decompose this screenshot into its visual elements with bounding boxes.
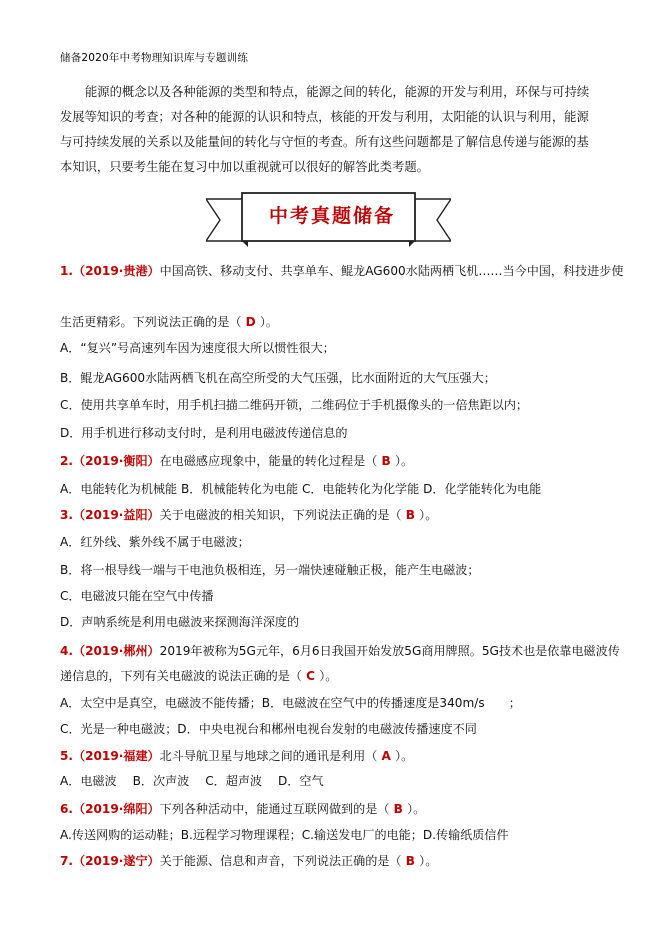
question-text: 生活更精彩。下列说法正确的是（	[60, 315, 242, 329]
answer-letter: B	[401, 508, 420, 522]
answer-letter: C	[301, 669, 320, 683]
question-text: B．将一根导线一端与干电池负极相连，另一端快速碰触正极，能产生电磁波；	[60, 563, 480, 577]
question-stem	[60, 506, 437, 523]
question-line	[60, 369, 496, 386]
question-number: 2.（2019·衡阳）	[60, 454, 160, 468]
question-text: 中国高铁、移动支付、共享单车、鲲龙AG600水陆两栖飞机……当今中国，科技进步使	[159, 264, 624, 278]
question-line	[60, 613, 299, 630]
question-line	[60, 720, 477, 737]
answer-letter: A	[377, 749, 396, 763]
question-text: D．用手机进行移动支付时，是利用电磁波传递信息的	[60, 426, 348, 440]
question-line	[60, 694, 521, 711]
question-number: 4.（2019·郴州）	[60, 644, 160, 658]
page-header: 储备2020年中考物理知识库与专题训练	[60, 52, 249, 64]
question-stem	[60, 262, 623, 279]
question-tail: ）。	[407, 802, 426, 816]
question-line	[60, 561, 480, 578]
question-text: A．电磁波 B．次声波 C．超声波 D．空气	[60, 774, 324, 788]
question-line	[60, 667, 337, 684]
question-text: A．“复兴”号高速列车因为速度很大所以惯性很大；	[60, 341, 335, 355]
banner-title: 中考真题储备	[268, 205, 395, 227]
question-text: A．红外线、紫外线不属于电磁波；	[60, 535, 250, 549]
question-tail: ）。	[259, 315, 279, 329]
question-line	[60, 480, 541, 497]
question-line	[60, 826, 509, 843]
question-text: 关于电磁波的相关知识，下列说法正确的是（	[159, 508, 402, 522]
answer-letter: B	[401, 854, 420, 868]
question-line	[60, 587, 214, 604]
question-text: 递信息的，下列有关电磁波的说法正确的是（	[60, 669, 302, 683]
question-text: A．电能转化为机械能 B．机械能转化为电能 C．电能转化为化学能 D．化学能转化为电能	[60, 482, 542, 496]
question-stem	[60, 852, 437, 869]
question-text: D．声呐系统是利用电磁波来探测海洋深度的	[60, 615, 300, 629]
question-number: 3.（2019·益阳）	[60, 508, 160, 522]
question-text: C．光是一种电磁波；D．中央电视台和郴州电视台发射的电磁波传播速度不同	[60, 722, 477, 736]
question-text: 在电磁感应现象中，能量的转化过程是（	[159, 454, 378, 468]
question-tail: ）。	[394, 454, 414, 468]
question-tail: ）。	[419, 508, 438, 522]
question-text: C．使用共享单车时，用手机扫描二维码开锁，二维码位于手机摄像头的一倍焦距以内；	[60, 398, 529, 412]
question-line	[60, 396, 528, 413]
question-text: 下列各种活动中，能通过互联网做到的是（	[159, 802, 390, 816]
question-text: C．电磁波只能在空气中传播	[60, 589, 214, 603]
question-text: 北斗导航卫星与地球之间的通讯是利用（	[159, 749, 378, 763]
answer-letter: B	[377, 454, 395, 468]
question-number: 5.（2019·福建）	[60, 749, 160, 763]
question-text: 关于能源、信息和声音，下列说法正确的是（	[159, 854, 402, 868]
question-stem	[60, 800, 425, 817]
question-tail: ）。	[419, 854, 438, 868]
question-text: 2019年被称为5G元年，6月6日我国开始发放5G商用牌照。5G技术也是依靠电磁波传	[159, 644, 620, 658]
question-line	[60, 339, 335, 356]
question-number: 1.（2019·贵港）	[60, 264, 160, 278]
question-stem	[60, 747, 413, 764]
answer-letter: B	[389, 802, 408, 816]
question-stem	[60, 642, 620, 659]
question-text: A.传送网购的运动鞋；B.远程学习物理课程；C.输送发电厂的电能；D.传输纸质信件	[60, 828, 509, 842]
question-number: 7.（2019·遂宁）	[60, 854, 160, 868]
question-line	[60, 772, 324, 789]
question-tail: ）。	[395, 749, 414, 763]
question-stem	[60, 452, 413, 469]
question-line	[60, 313, 278, 330]
question-line	[60, 424, 347, 441]
question-tail: ）。	[319, 669, 338, 683]
question-line	[60, 533, 250, 550]
question-number: 6.（2019·绵阳）	[60, 802, 160, 816]
question-text: B．鲲龙AG600水陆两栖飞机在高空所受的大气压强，比水面附近的大气压强大；	[60, 371, 496, 385]
question-text: A．太空中是真空，电磁波不能传播；B．电磁波在空气中的传播速度是340m/s ；	[60, 696, 521, 710]
answer-letter: D	[241, 315, 260, 329]
intro-paragraph: 能源的概念以及各种能源的类型和特点，能源之间的转化，能源的开发与利用，环保与可持续发展等知识的考查；对各种的能源的认识和特点，核能的开发与利用，太阳能的认识与利用，能源与可持续发展的关系以及能量间的转化与守恒的考查。所有这些问题都是了解信息传递与能源的基本知识，只要考生能在复习中加以重视就可以很好的解答此类考题。	[60, 85, 590, 174]
